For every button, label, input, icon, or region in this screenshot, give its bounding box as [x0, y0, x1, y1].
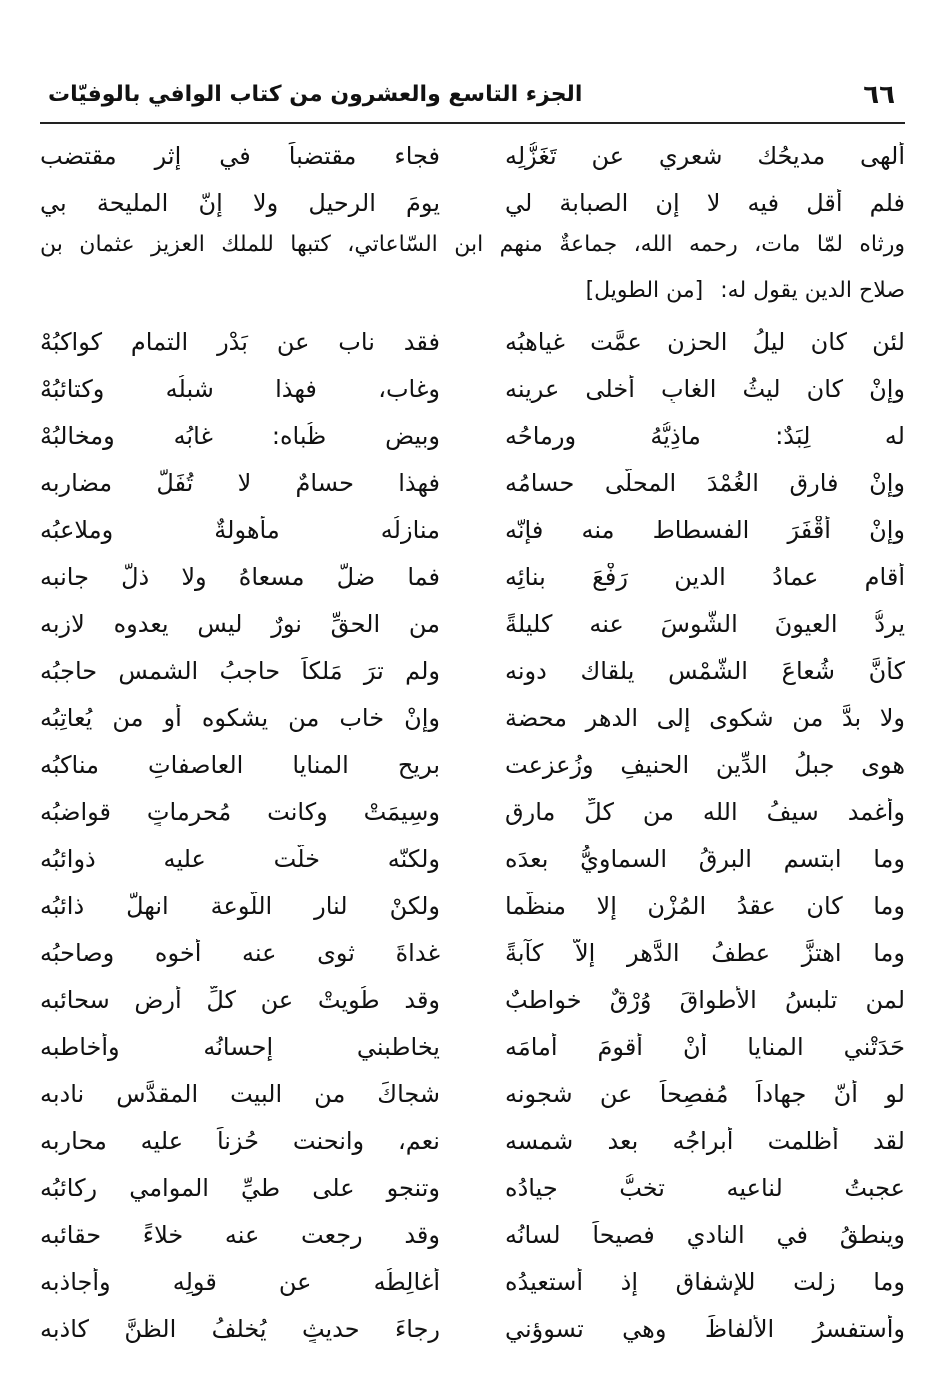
second-hemistich: رجاءَ حديثٍ يُخلفُ الظنَّ كاذبه: [40, 1315, 440, 1343]
first-hemistich: وأُغمد سيفُ الله من كلِّ مارقٍ: [505, 798, 905, 826]
running-title: الجزء التاسع والعشرون من كتاب الوافي بالوفيّات: [48, 82, 583, 107]
elegy-poem: [40, 324, 905, 1358]
second-hemistich: نعم، وانحنت حُزناً عليه محاربه: [40, 1127, 440, 1155]
verse-line: [40, 559, 905, 606]
first-hemistich: وإنْ فارق الغُمْدَ المحلّى حسامُه: [505, 469, 905, 497]
second-hemistich: وقد رجعت عنه خلاءً حقائبه: [40, 1221, 440, 1249]
prose-text: صلاح الدين يقول له:: [720, 278, 905, 303]
second-hemistich: فجاء مقتضباً في إثر مقتضب: [40, 142, 440, 170]
verse-line: [40, 888, 905, 935]
second-hemistich: ولكنْ لنارِ اللّوعة انهلَّ ذائبُه: [40, 892, 440, 920]
second-hemistich: وقد طُويتْ عن كلِّ أرضٍ سحائبه: [40, 986, 440, 1014]
verse-line: [40, 606, 905, 653]
verse-line: [40, 982, 905, 1029]
first-hemistich: وما زلت للإشفاقِ إذ أستعيدُه: [505, 1268, 905, 1296]
second-hemistich: فهذا حسامٌ لا تُفَلُّ مضاربه: [40, 469, 440, 497]
verse-line: [40, 841, 905, 888]
first-hemistich: لمن تلبسُ الأطواقَ وُرْقٌ خواطبٌ: [505, 986, 905, 1014]
first-hemistich: لقد أظلمت أبراجُه بعد شمسه: [505, 1127, 905, 1155]
verse-line: [40, 1076, 905, 1123]
second-hemistich: فما ضلَّ مسعاهُ ولا ذلّ جانبه: [40, 563, 440, 591]
first-hemistich: هوى جبلُ الدِّين الحنيفِ وزُعزعت: [505, 751, 905, 779]
verse-line: [40, 935, 905, 982]
verse-line: [40, 324, 905, 371]
second-hemistich: غداةَ ثوى عنه أخوه وصاحبُه: [40, 939, 440, 967]
verse-line: [40, 465, 905, 512]
first-hemistich: وما كان عقدُ المُزْن إلا منظَّما: [505, 892, 905, 920]
second-hemistich: يخاطبني إحسانُه وأخاطبه: [40, 1033, 440, 1061]
first-hemistich: وأستفسرُ الألفاظَ وهي تسوؤني: [505, 1315, 905, 1343]
first-hemistich: يردُّ العيونَ الشُّوسَ عنه كليلةً: [505, 610, 905, 638]
second-hemistich: فقد ناب عن بَدْرِ التمام كواكبُهْ: [40, 328, 440, 356]
meter-label: [من الطويل]: [585, 278, 704, 303]
page-header: [40, 78, 905, 124]
verse-line: [40, 138, 905, 185]
verse-line: [40, 418, 905, 465]
second-hemistich: يومَ الرحيل ولا إنّ المليحة بي: [40, 189, 440, 217]
second-hemistich: وبيض ظُباه: غابُه ومخالبُهْ: [40, 422, 440, 450]
verse-line: [40, 1311, 905, 1358]
verse-line: [40, 371, 905, 418]
second-hemistich: شجاكَ من البيت المقدَّس نادبه: [40, 1080, 440, 1108]
verse-line: [40, 794, 905, 841]
first-hemistich: كأنَّ شُعاعَ الشَّمْسِ يلقاك دونه: [505, 657, 905, 685]
verse-line: [40, 747, 905, 794]
prose-line: [40, 278, 905, 324]
first-hemistich: وإنْ أقْفَرَ الفسطاط منه فإنّه: [505, 516, 905, 544]
second-hemistich: من الحقِّ نورٌ ليس يعدوه لازبه: [40, 610, 440, 638]
second-hemistich: بريحِ المنايا العاصفاتِ مناكبُه: [40, 751, 440, 779]
first-hemistich: حَدَتْني المنايا أنْ أقومَ أمامَه: [505, 1033, 905, 1061]
page-body: [40, 138, 905, 1358]
page-number: ٦٦: [863, 80, 895, 110]
prose-line: ورثاه لمّا مات، رحمه الله، جماعةٌ منهم ابن السّاعاتي، كتبها للملك العزيز عثمان بن: [40, 232, 905, 257]
second-hemistich: أُغالِطُه عن قولِه وأجاذبه: [40, 1268, 440, 1296]
first-hemistich: له لِبَدٌ: ماذِيُّهُ ورماحُه: [505, 422, 905, 450]
second-hemistich: منازلُه مأهولةٌ وملاعبُه: [40, 516, 440, 544]
verse-line: [40, 1170, 905, 1217]
first-hemistich: أقام عمادُ الدين رَفْعَ بنائِه: [505, 563, 905, 591]
verse-line: [40, 1264, 905, 1311]
verse-line: [40, 1217, 905, 1264]
verse-line: [40, 700, 905, 747]
first-hemistich: وما اهتزَّ عطفُ الدَّهرِ إلاّ كآبةً: [505, 939, 905, 967]
verse-line: [40, 185, 905, 232]
verse-line: [40, 1029, 905, 1076]
second-hemistich: وسِيمَتْ وكانت مُحرماتٍ قواضبُه: [40, 798, 440, 826]
verse-line: [40, 653, 905, 700]
verse-line: [40, 512, 905, 559]
second-hemistich: وإنْ خاب من يشكوه أو من يُعاتِبُه: [40, 704, 440, 732]
first-hemistich: ألهى مديحُك شعري عن تَغَزُّلِه: [505, 142, 905, 170]
verse-line: [40, 1123, 905, 1170]
second-hemistich: وتنجو على طيِّ الموامي ركائبُه: [40, 1174, 440, 1202]
first-hemistich: لئن كان ليلُ الحزنِ عمَّت غياهبُه: [505, 328, 905, 356]
first-hemistich: وإنْ كان ليثُ الغابِ أخلى عرينه: [505, 375, 905, 403]
second-hemistich: وغاب، فهذا شبلُه وكتائبُهْ: [40, 375, 440, 403]
first-hemistich: ولا بدَّ من شكوى إلى الدهر محضة: [505, 704, 905, 732]
first-hemistich: عجبتُ لناعيه تخبُّ جيادُه: [505, 1174, 905, 1202]
second-hemistich: ولكنّه خلّت عليه ذوائبُه: [40, 845, 440, 873]
first-hemistich: فلم أقل فيه لا إن الصبابة لي: [505, 189, 905, 217]
second-hemistich: ولم ترَ مَلكاً حاجبُ الشمس حاجبُه: [40, 657, 440, 685]
first-hemistich: وما ابتسم البرقُ السماويُّ بعدَه: [505, 845, 905, 873]
first-hemistich: وينطقُ في النادي فصيحاً لسانُه: [505, 1221, 905, 1249]
first-hemistich: لو أنّ جهاداً مُفصِحاً عن شجونه: [505, 1080, 905, 1108]
